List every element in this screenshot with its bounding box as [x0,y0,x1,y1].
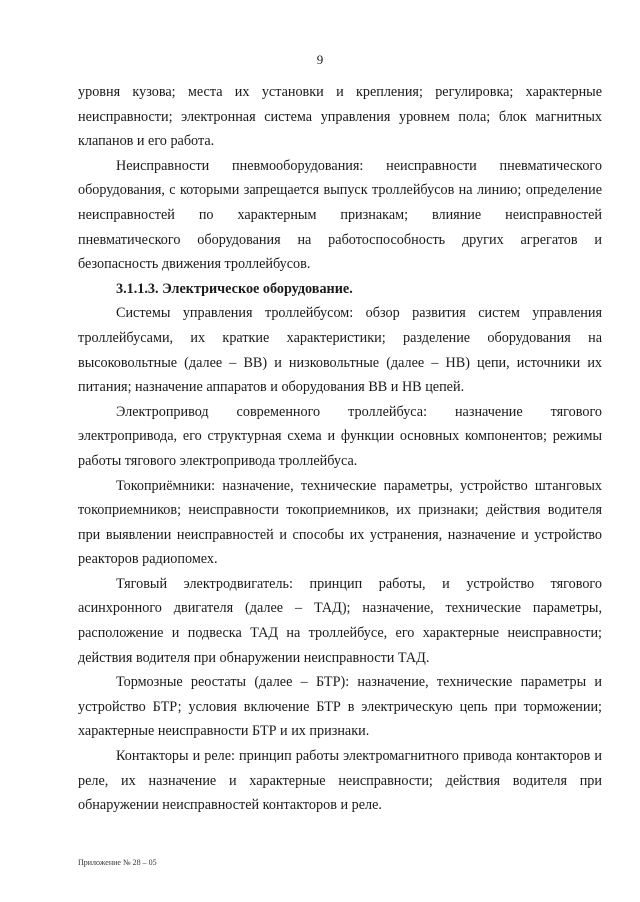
paragraph-electric-drive: Электропривод современного троллейбуса: назначение тягового электропривода, его структурная схема и функции основных компонентов; режимы работы тягового электропривода троллейбуса. [78,403,602,469]
section-heading: 3.1.1.3. Электрическое оборудование. [116,280,353,297]
page-number: 9 [316,52,324,67]
footer-note: Приложение № 28 – 05 [78,858,157,867]
paragraph-brake-resistors: Тормозные реостаты (далее – БТР): назначение, технические параметры и устройство БТР; условия включение БТР в электрическую цепь при торможении; характерные неисправности БТР и их признаки. [78,674,602,740]
paragraph-continued: уровня кузова; места их установки и крепления; регулировка; характерные неисправности; электронная система управления уровнем пола; блок магнитных клапанов и его работа. [78,84,602,150]
paragraph-pneumatic-faults: Неисправности пневмооборудования: неисправности пневматического оборудования, с которыми запрещается выпуск троллейбусов на линию; определение неисправностей по характерным признакам; влияние неисправностей пневматического оборудования на работоспособность других агрегатов и безопасность движения троллейбусов. [78,157,602,273]
paragraph-current-collectors: Токоприёмники: назначение, технические параметры, устройство штанговых токоприемников; неисправности токоприемников, их признаки; действия водителя при выявлении неисправностей и способы их устранения, назначение и устройство реакторов радиопомех. [78,477,602,568]
paragraph-traction-motor: Тяговый электродвигатель: принцип работы, и устройство тягового асинхронного двигателя (далее – ТАД); назначение, технические параметры, расположение и подвеска ТАД на троллейбусе, его характерные неисправности; действия водителя при обнаружении неисправности ТАД. [78,575,602,666]
document-body [78,80,602,818]
paragraph-control-systems: Системы управления троллейбусом: обзор развития систем управления троллейбусами, их краткие характеристики; разделение оборудования на высоковольтные (далее – ВВ) и низковольтные (далее – НВ) цепи, источники их питания; назначение аппаратов и оборудования ВВ и НВ цепей. [78,305,602,396]
paragraph-contactors-relays: Контакторы и реле: принцип работы электромагнитного привода контакторов и реле, их назначение и характерные неисправности; действия водителя при обнаружении неисправностей контакторов и реле. [78,748,602,814]
